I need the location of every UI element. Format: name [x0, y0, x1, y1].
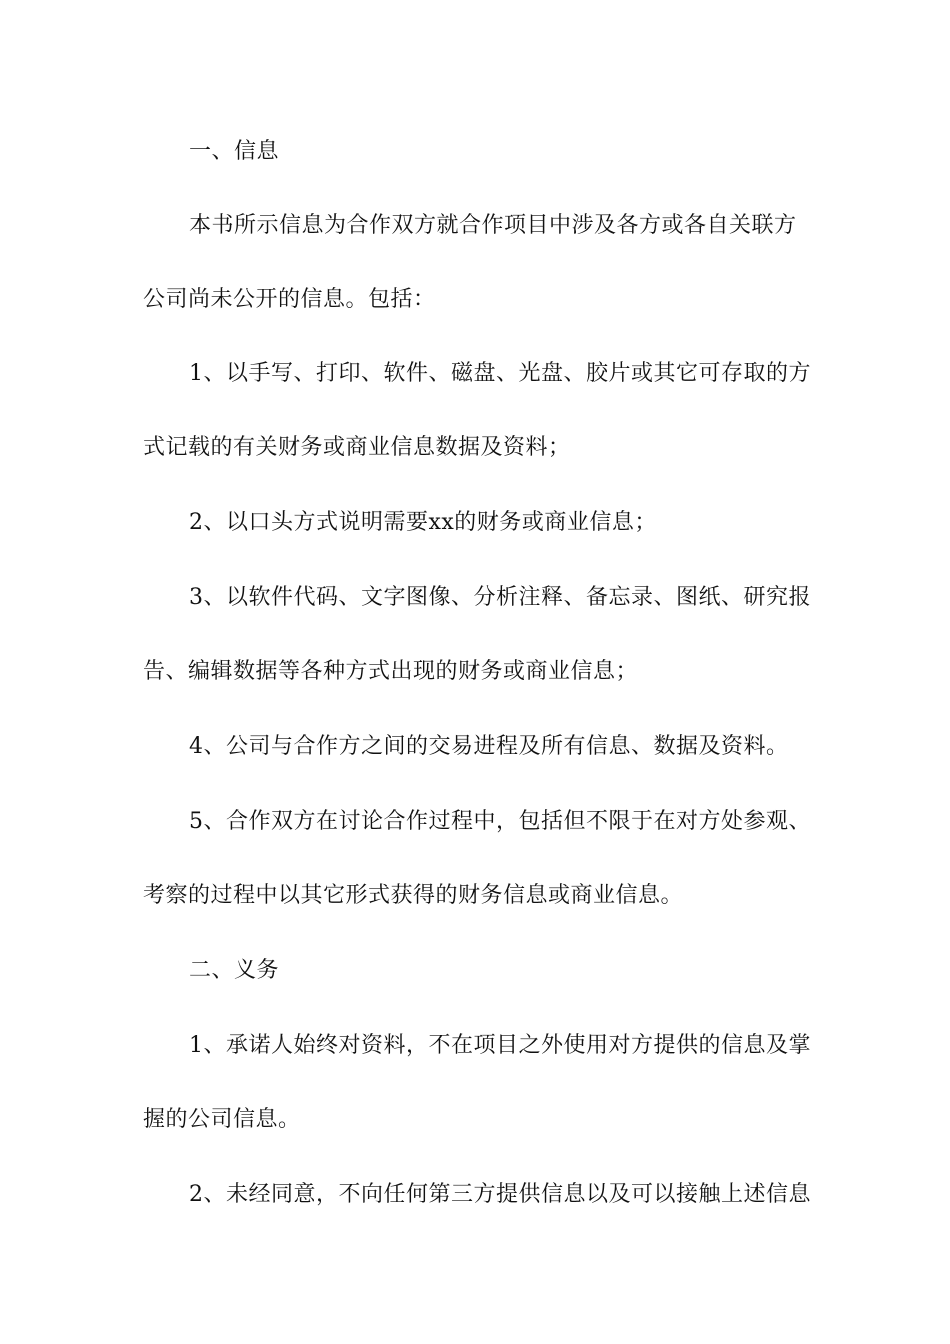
- list-item-1-line: 式记载的有关财务或商业信息数据及资料；: [143, 435, 571, 460]
- paragraph-line: 公司尚未公开的信息。包括：: [143, 287, 436, 312]
- list-item-3-line: 告、编辑数据等各种方式出现的财务或商业信息；: [143, 659, 639, 684]
- list-item-1-line: 1、以手写、打印、软件、磁盘、光盘、胶片或其它可存取的方: [189, 361, 811, 386]
- list-item-3-line: 3、以软件代码、文字图像、分析注释、备忘录、图纸、研究报: [189, 585, 811, 610]
- section-heading-information: 一、信息: [189, 139, 280, 164]
- obligation-item-1-line: 握的公司信息。: [143, 1107, 301, 1132]
- list-item-2-line: 2、以口头方式说明需要xx的财务或商业信息；: [189, 510, 657, 535]
- list-item-4-line: 4、公司与合作方之间的交易进程及所有信息、数据及资料。: [189, 734, 789, 759]
- obligation-item-1-line: 1、承诺人始终对资料，不在项目之外使用对方提供的信息及掌: [189, 1033, 811, 1058]
- list-item-5-line: 考察的过程中以其它形式获得的财务信息或商业信息。: [143, 883, 684, 908]
- paragraph-line: 本书所示信息为合作双方就合作项目中涉及各方或各自关联方: [189, 213, 797, 238]
- obligation-item-2-line: 2、未经同意，不向任何第三方提供信息以及可以接触上述信息: [189, 1182, 811, 1207]
- section-heading-obligations: 二、义务: [189, 958, 280, 983]
- list-item-5-line: 5、合作双方在讨论合作过程中，包括但不限于在对方处参观、: [189, 809, 811, 834]
